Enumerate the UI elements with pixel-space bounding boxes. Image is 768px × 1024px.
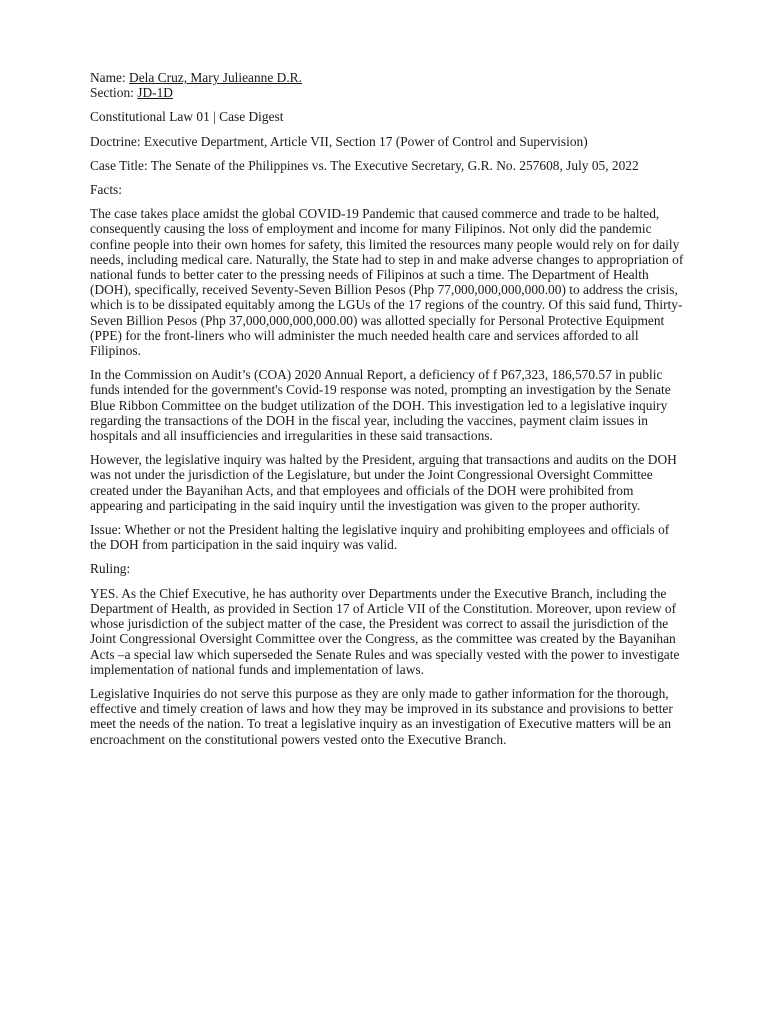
- section-value: JD-1D: [137, 85, 173, 101]
- facts-paragraph-2: In the Commission on Audit’s (COA) 2020 Annual Report, a deficiency of f P67,323, 186,570.57 in public funds intended for the government's Covid-19 response was noted, prompting an investigation by the Senate Blue Ribbon Committee on the budget utilization of the DOH. This investigation led to a legislative inquiry regarding the transactions of the DOH in the fiscal year, including the vaccines, payment claim issues in hospitals and all insufficiencies and irregularities in these said transactions.: [90, 367, 671, 444]
- course-title: Constitutional Law 01 | Case Digest: [90, 109, 284, 125]
- ruling-heading: Ruling:: [90, 561, 131, 577]
- section-label: Section:: [90, 85, 138, 101]
- facts-paragraph-1: The case takes place amidst the global COVID-19 Pandemic that caused commerce and trade to be halted, consequently causing the loss of employment and income for many Filipinos. Not only did the pandemic confine people into their own homes for safety, this limited the resources many people would rely on for daily needs, including medical care. Naturally, the State had to step in and make adverse changes to appropriation of national funds to better cater to the pressing needs of Filipinos at such a time. The Department of Health (DOH), specifically, received Seventy-Seven Billion Pesos (Php 77,000,000,000,000.00) to address the crisis, which is to be dissipated equitably among the LGUs of the 17 regions of the country. Of this said fund, Thirty-Seven Billion Pesos (Php 37,000,000,000,000.00) was allotted specially for Personal Protective Equipment (PPE) for the front-liners who will administer the much needed health care and services afforded to all Filipinos.: [90, 206, 684, 359]
- section-line: [90, 85, 686, 100]
- ruling-paragraph-1: YES. As the Chief Executive, he has authority over Departments under the Executive Branch, including the Department of Health, as provided in Section 17 of Article VII of the Constitution. Moreover, upon review of whose jurisdiction of the subject matter of the case, the President was correct to assail the jurisdiction of the Joint Congressional Oversight Committee over the Congress, as the committee was created by the Bayanihan Acts –a special law which superseded the Senate Rules and was specially vested with the power to investigate implementation of national funds and implementation of laws.: [90, 585, 680, 677]
- student-name: Dela Cruz, Mary Julieanne D.R.: [129, 70, 302, 85]
- name-label: Name:: [90, 70, 130, 85]
- name-line: [90, 70, 686, 85]
- doctrine: Doctrine: Executive Department, Article VII, Section 17 (Power of Control and Supervision): [90, 133, 588, 149]
- case-title: Case Title: The Senate of the Philippines vs. The Executive Secretary, G.R. No. 257608, July 05, 2022: [90, 157, 639, 173]
- ruling-paragraph-2: Legislative Inquiries do not serve this purpose as they are only made to gather information for the thorough, effective and timely creation of laws and how they may be improved in its substance and provisions to better meet the needs of the nation. To treat a legislative inquiry as an investigation of Executive matters will be an encroachment on the constitutional powers vested onto the Executive Branch.: [90, 685, 673, 747]
- issue: Issue: Whether or not the President halting the legislative inquiry and prohibiting employees and officials of the DOH from participation in the said inquiry was valid.: [90, 522, 670, 553]
- facts-paragraph-3: However, the legislative inquiry was halted by the President, arguing that transactions and audits on the DOH was not under the jurisdiction of the Legislature, but under the Joint Congressional Oversight Committee created under the Bayanihan Acts, and that employees and officials of the DOH were prohibited from appearing and participating in the said inquiry until the investigation was given to the proper authority.: [90, 452, 677, 513]
- facts-heading: Facts:: [90, 182, 122, 198]
